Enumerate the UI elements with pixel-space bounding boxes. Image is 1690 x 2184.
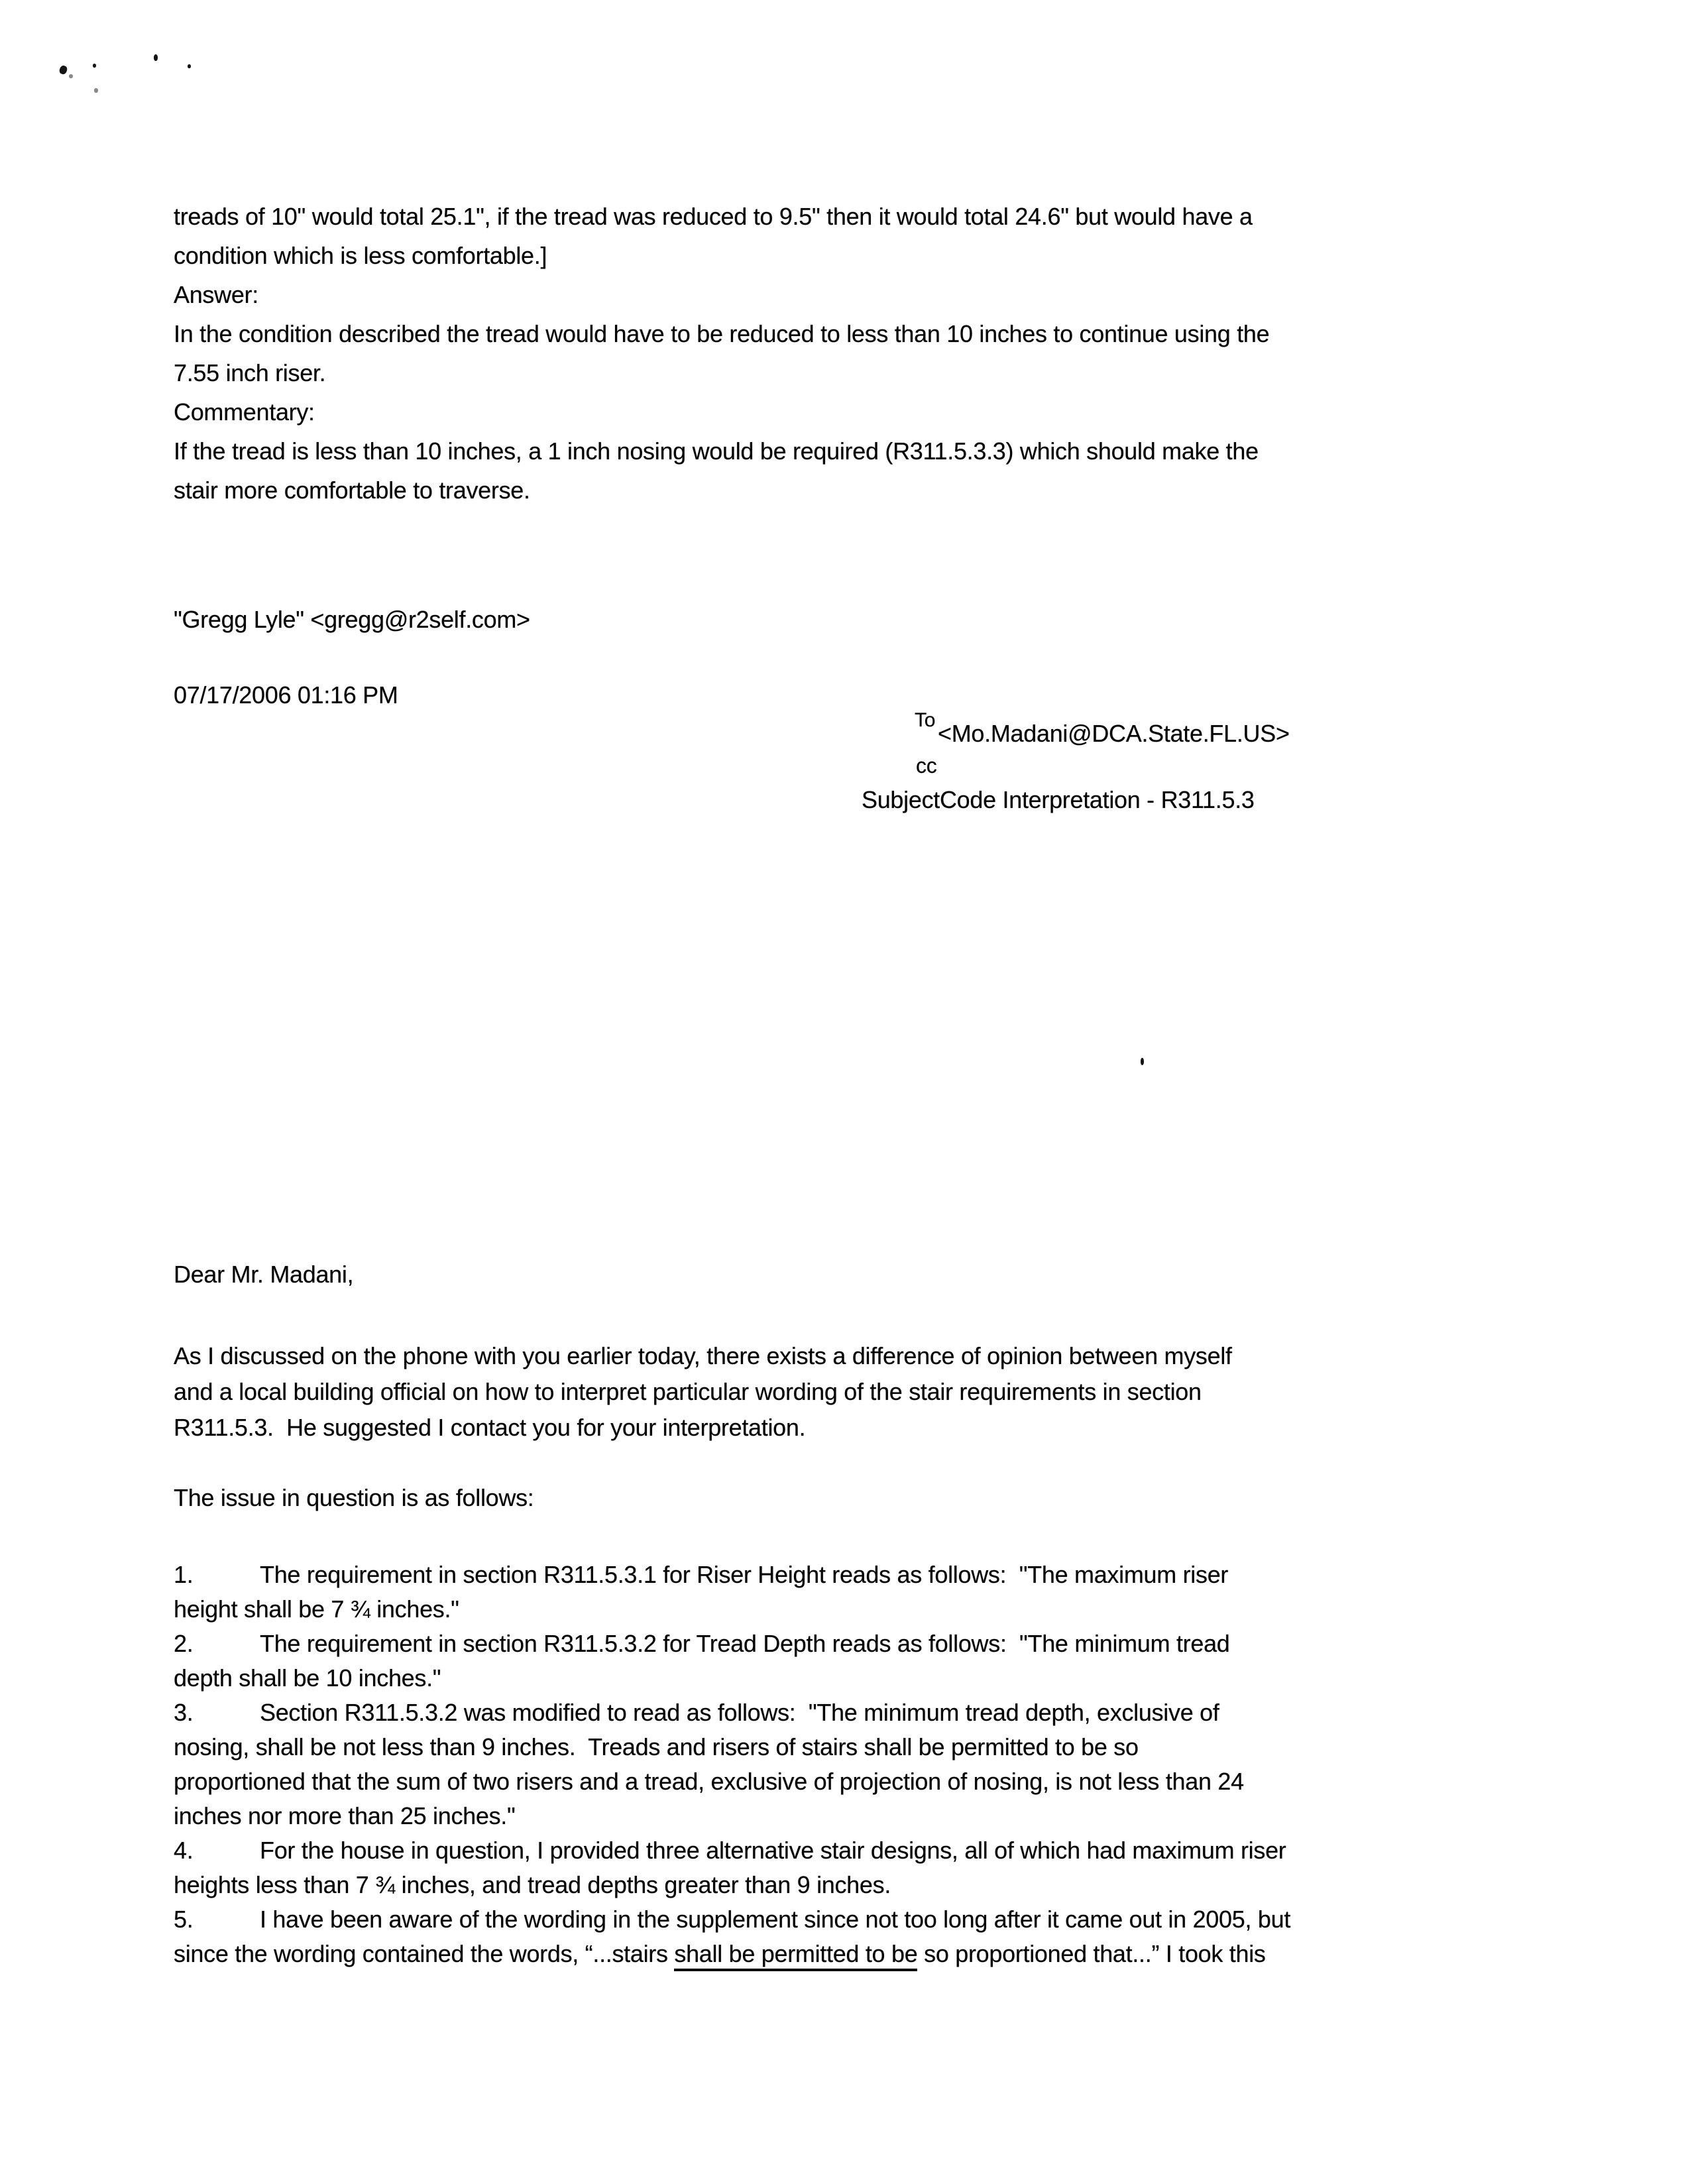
email-to-label: To	[915, 709, 936, 731]
scan-speck	[58, 65, 68, 76]
body-text-line: treads of 10" would total 25.1", if the tread was reduced to 9.5" then it would total 24.6" but would have a	[174, 203, 1253, 230]
list-item-text: since the wording contained the words, “...stairs	[174, 1940, 675, 1967]
body-text-line: In the condition described the tread would have to be reduced to less than 10 inches to continue using the	[174, 320, 1270, 347]
list-item-number: 4.	[174, 1837, 194, 1864]
email-subject	[862, 786, 1255, 814]
body-text-line: and a local building official on how to interpret particular wording of the stair requirements in section	[174, 1378, 1202, 1405]
commentary-heading: Commentary:	[174, 398, 315, 426]
email-from: "Gregg Lyle" <gregg@r2self.com>	[174, 606, 530, 633]
list-item-number: 2.	[174, 1630, 194, 1657]
scan-speck	[1141, 1058, 1144, 1065]
list-item-text: I have been aware of the wording in the supplement since not too long after it came out in 2005, but	[260, 1906, 1291, 1933]
email-datetime: 07/17/2006 01:16 PM	[174, 681, 398, 709]
scan-speck	[154, 54, 158, 61]
quoted-answer-block	[174, 197, 1269, 510]
list-item-number: 1.	[174, 1561, 194, 1588]
list-item-first-line	[174, 1833, 1290, 1868]
underlined-phrase: shall be permitted to be	[674, 1940, 917, 1971]
list-item-continuation: depth shall be 10 inches."	[174, 1664, 441, 1692]
list-item-text: The requirement in section R311.5.3.2 for Tread Depth reads as follows: "The minimum tread	[260, 1630, 1230, 1657]
list-item-text: Section R311.5.3.2 was modified to read as follows: "The minimum tread depth, exclusive of	[260, 1699, 1219, 1726]
email-to-address: <Mo.Madani@DCA.State.FL.US>	[938, 720, 1290, 747]
list-item-text: The requirement in section R311.5.3.1 for Riser Height reads as follows: "The maximum riser	[260, 1561, 1229, 1588]
scan-speck	[188, 64, 191, 68]
email-subject-value: Code Interpretation - R311.5.3	[939, 786, 1255, 813]
numbered-list	[174, 1558, 1290, 1971]
body-text-line: stair more comfortable to traverse.	[174, 477, 530, 504]
list-item-continuation: height shall be 7 ¾ inches."	[174, 1595, 459, 1623]
list-item-first-line	[174, 1695, 1290, 1730]
list-item-first-line	[174, 1902, 1290, 1937]
email-subject-label: Subject	[862, 786, 940, 813]
list-item-first-line	[174, 1627, 1290, 1661]
scan-speck	[93, 64, 96, 68]
list-item-number: 3.	[174, 1699, 194, 1726]
body-text-line: As I discussed on the phone with you earlier today, there exists a difference of opinion between myself	[174, 1342, 1232, 1369]
body-text-line: If the tread is less than 10 inches, a 1 inch nosing would be required (R311.5.3.3) which should make the	[174, 437, 1259, 465]
list-item-text: so proportioned that...” I took this	[917, 1940, 1266, 1967]
list-item-continuation: proportioned that the sum of two risers and a tread, exclusive of projection of nosing, is not less than 24	[174, 1768, 1244, 1795]
body-text-line: 7.55 inch riser.	[174, 359, 326, 386]
list-item-first-line	[174, 1558, 1290, 1592]
letter-opening-paragraph	[174, 1338, 1232, 1446]
answer-heading: Answer:	[174, 281, 258, 308]
list-item-continuation	[174, 1937, 1290, 1971]
list-item-number: 5.	[174, 1906, 194, 1933]
letter-salutation: Dear Mr. Madani,	[174, 1261, 354, 1288]
email-cc-label: cc	[916, 754, 937, 777]
list-item-text: For the house in question, I provided three alternative stair designs, all of which had maximum riser	[260, 1837, 1286, 1864]
scan-speck	[69, 74, 73, 78]
body-text-line: R311.5.3. He suggested I contact you for your interpretation.	[174, 1414, 806, 1441]
scan-speck	[94, 88, 98, 93]
list-item-continuation: heights less than 7 ¾ inches, and tread depths greater than 9 inches.	[174, 1871, 891, 1898]
body-text-line: condition which is less comfortable.]	[174, 242, 547, 269]
list-item-continuation: inches nor more than 25 inches."	[174, 1802, 516, 1829]
issue-intro-line: The issue in question is as follows:	[174, 1484, 534, 1511]
list-item-continuation: nosing, shall be not less than 9 inches. Treads and risers of stairs shall be permitted to be so	[174, 1733, 1139, 1760]
